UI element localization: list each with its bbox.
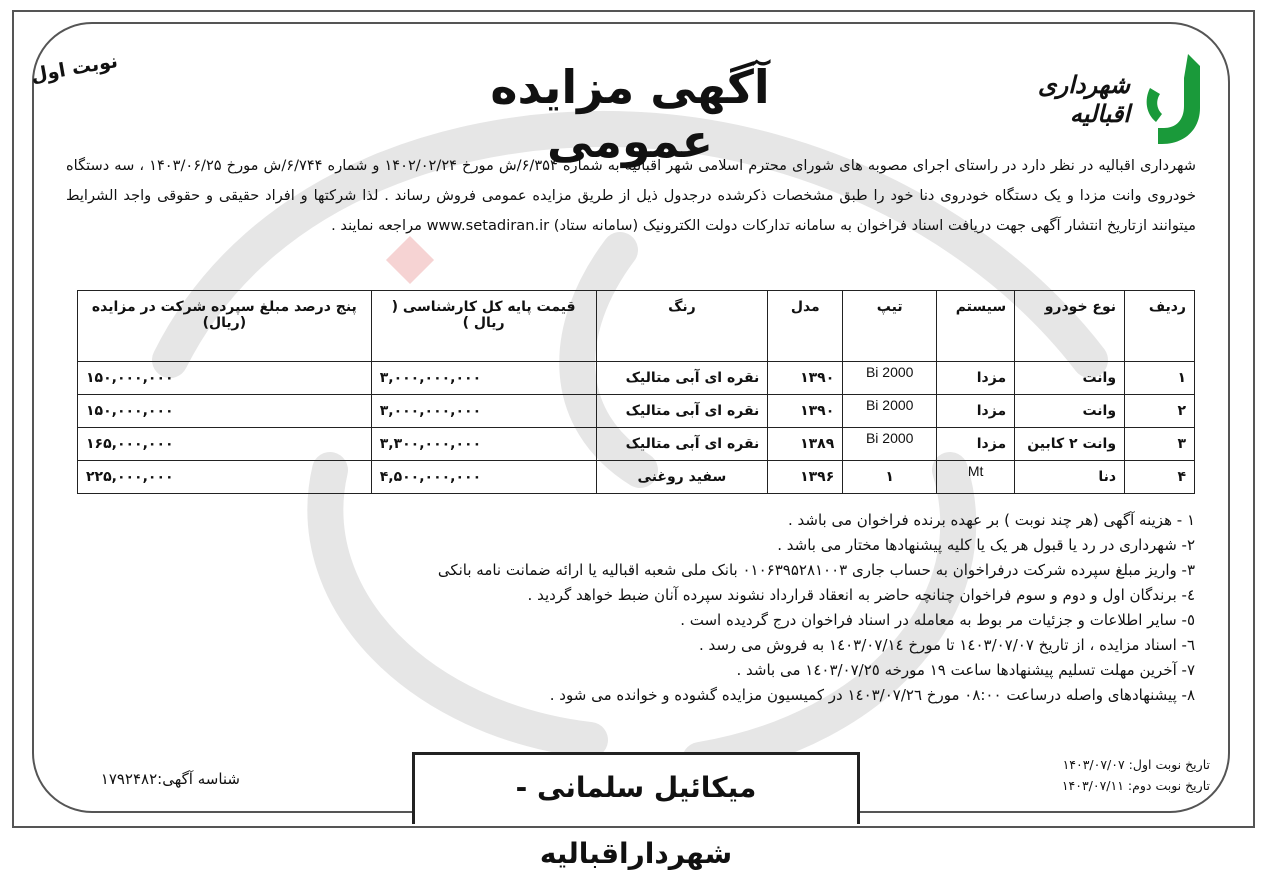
- cell-deposit: ۱۶۵,۰۰۰,۰۰۰: [78, 428, 372, 461]
- condition-item: ۱ - هزینه آگهی (هر چند نوبت ) بر عهده برنده فراخوان می باشد .: [788, 511, 1195, 529]
- cell-deposit: ۲۲۵,۰۰۰,۰۰۰: [78, 461, 372, 494]
- cell-row-number: ۲: [1125, 395, 1195, 428]
- table-header-row: [78, 291, 1195, 362]
- header-base-price: قیمت پایه کل کارشناسی ( ریال ): [371, 291, 596, 362]
- header-row-number: ردیف: [1125, 291, 1195, 362]
- condition-item: ۲- شهرداری در رد یا قبول هر یک یا کلیه پیشنهادها مختار می باشد .: [777, 536, 1195, 554]
- condition-item: ٥- سایر اطلاعات و جزئیات مر بوط به معامله در اسناد فراخوان درج گردیده است .: [680, 611, 1195, 629]
- intro-paragraph: شهرداری اقبالیه در نظر دارد در راستای اجرای مصوبه های شورای محترم اسلامی شهر اقبالیه به شماره ۶/۳۵۴/ش مورخ ۱۴۰۲/۰۲/۲۴ و شماره ۶/۷۴۴/ش مورخ ۱۴۰۳/۰۶/۲۵ ، سه دستگاه خودروی وانت مزدا و یک دستگاه خودروی دنا خود را طبق مشخصات ذکرشده درجدول ذیل از طریق مزایده عمومی فروش رساند . لذا شرکتها و افراد حقیقی و حقوقی واجد الشرایط میتوانند ازتاریخ انتشار آگهی جهت دریافت اسناد فراخوان به سامانه تدارکات دولت الکترونیک (سامانه ستاد) www.setadiran.ir مراجعه نمایند .: [66, 157, 1196, 234]
- header-color: رنگ: [596, 291, 768, 362]
- header-system: سیستم: [937, 291, 1015, 362]
- cell-row-number: ۱: [1125, 362, 1195, 395]
- conditions-list: [180, 508, 1195, 708]
- cell-system: مزدا: [937, 428, 1015, 461]
- date-first-round: تاریخ نوبت اول: ۱۴۰۳/۰۷/۰۷: [1062, 757, 1210, 772]
- cell-system: مزدا: [937, 362, 1015, 395]
- cell-model: ۱۳۹۶: [768, 461, 843, 494]
- cell-base-price: ۳,۰۰۰,۰۰۰,۰۰۰: [371, 362, 596, 395]
- condition-item: ۸- پیشنهادهای واصله درساعت ۰۸:۰۰ مورخ ۱٤۰۳/۰۷/۲٦ در کمیسیون مزایده گشوده و خوانده می شود .: [549, 686, 1195, 704]
- cell-type: Bi 2000: [843, 395, 937, 428]
- cell-vehicle: دنا: [1015, 461, 1125, 494]
- cell-color: سفید روغنی: [596, 461, 768, 494]
- cell-base-price: ۳,۰۰۰,۰۰۰,۰۰۰: [371, 395, 596, 428]
- cell-system: Mt: [937, 461, 1015, 494]
- cell-type: Bi 2000: [843, 428, 937, 461]
- table-row: [78, 395, 1195, 428]
- cell-type: ۱: [843, 461, 937, 494]
- condition-item: ۷- آخرین مهلت تسلیم پیشنهادها ساعت ۱۹ مورخه ۱٤۰۳/۰۷/۲٥ می باشد .: [736, 661, 1195, 679]
- header-model: مدل: [768, 291, 843, 362]
- condition-item: ٦- اسناد مزایده ، از تاریخ ۱٤۰۳/۰۷/۰۷ تا مورخ ۱٤۰۳/۰۷/۱٤ به فروش می رسد .: [698, 636, 1195, 654]
- round-label: نوبت اول: [29, 49, 120, 87]
- condition-item: ٤- برندگان اول و دوم و سوم فراخوان چنانچه حاضر به انعقاد قرارداد نشوند سپرده آنان ضبط خواهد گردید .: [527, 586, 1195, 604]
- cell-color: نقره ای آبی متالیک: [596, 362, 768, 395]
- table-row: [78, 461, 1195, 494]
- header-type: تیپ: [843, 291, 937, 362]
- table-row: [78, 428, 1195, 461]
- cell-type: Bi 2000: [843, 362, 937, 395]
- header-vehicle: نوع خودرو: [1015, 291, 1125, 362]
- publication-dates: [1040, 754, 1210, 796]
- municipality-logo-icon: [1140, 48, 1210, 148]
- cell-vehicle: وانت ۲ کابین: [1015, 428, 1125, 461]
- cell-model: ۱۳۹۰: [768, 362, 843, 395]
- cell-base-price: ۳,۳۰۰,۰۰۰,۰۰۰: [371, 428, 596, 461]
- cell-color: نقره ای آبی متالیک: [596, 428, 768, 461]
- cell-row-number: ۴: [1125, 461, 1195, 494]
- cell-vehicle: وانت: [1015, 395, 1125, 428]
- table-row: [78, 362, 1195, 395]
- cell-row-number: ۳: [1125, 428, 1195, 461]
- cell-base-price: ۴,۵۰۰,۰۰۰,۰۰۰: [371, 461, 596, 494]
- cell-color: نقره ای آبی متالیک: [596, 395, 768, 428]
- vehicles-table: [77, 290, 1195, 494]
- page-title: آگهی مزایده عمومی: [490, 60, 770, 168]
- cell-deposit: ۱۵۰,۰۰۰,۰۰۰: [78, 395, 372, 428]
- cell-system: مزدا: [937, 395, 1015, 428]
- date-second-round: تاریخ نوبت دوم: ۱۴۰۳/۰۷/۱۱: [1061, 778, 1210, 793]
- cell-model: ۱۳۹۰: [768, 395, 843, 428]
- signature-box: میکائیل سلمانی - شهرداراقبالیه: [412, 752, 860, 824]
- municipality-name: شهرداری اقبالیه: [1037, 70, 1130, 128]
- header-deposit: پنج درصد مبلغ سپرده شرکت در مزایده (ریال): [78, 291, 372, 362]
- cell-vehicle: وانت: [1015, 362, 1125, 395]
- watermark-diamond: [386, 236, 434, 284]
- ad-id: شناسه آگهی:۱۷۹۲۴۸۲: [100, 770, 240, 788]
- cell-model: ۱۳۸۹: [768, 428, 843, 461]
- cell-deposit: ۱۵۰,۰۰۰,۰۰۰: [78, 362, 372, 395]
- condition-item: ۳- واریز مبلغ سپرده شرکت درفراخوان به حساب جاری ۰۱۰۶۳۹۵۲۸۱۰۰۳ بانک ملی شعبه اقبالیه یا ارائه ضمانت نامه بانکی: [437, 561, 1195, 579]
